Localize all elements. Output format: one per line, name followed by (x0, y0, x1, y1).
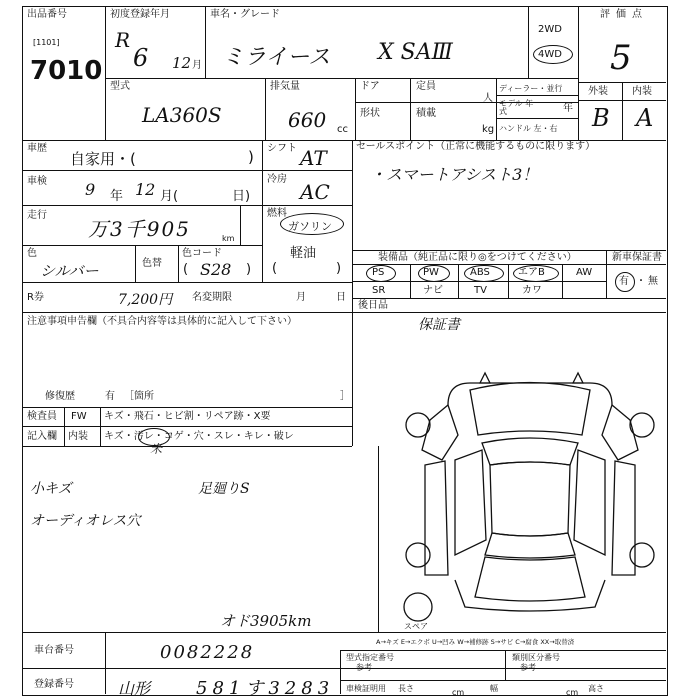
name-change-month: 月 (296, 292, 306, 303)
repair-place: ［箇所 (124, 391, 154, 402)
grid-line (340, 680, 666, 681)
reg-label: 登録番号 (34, 679, 74, 690)
designation-reference: 参考 (356, 663, 372, 672)
grid-line (606, 250, 607, 298)
color-code-paren-open: ( (183, 262, 189, 277)
roof (490, 462, 570, 536)
grid-line (22, 205, 352, 206)
height-label: 高さ (588, 684, 604, 693)
equip-leather: カワ (522, 285, 542, 296)
side-left (425, 461, 448, 575)
equipment-label: 装備品（純正品に限り◎をつけてください） (378, 252, 577, 263)
color-code-label: 色コード (182, 248, 222, 259)
first-reg-label: 初度登録年月 (110, 9, 170, 20)
grid-line (105, 632, 106, 694)
grid-line (528, 6, 529, 78)
name-change-label: 名変期限 (192, 292, 232, 303)
mileage-label: 走行 (27, 210, 47, 221)
displacement-value: 660 (288, 108, 327, 132)
lot-label: 出品番号 (27, 9, 67, 20)
door-right (574, 450, 605, 555)
grid-line (340, 650, 341, 694)
door-left (455, 450, 486, 555)
length-unit: cm (452, 688, 465, 697)
fuel-gas: ガソリン (288, 220, 332, 233)
spare-wheel (404, 593, 432, 621)
color-change-label: 色替 (142, 258, 162, 269)
inspection-year-unit: 年 (110, 189, 124, 204)
car-diagram (400, 365, 670, 630)
hood (470, 383, 590, 436)
kg-unit: kg (482, 124, 495, 135)
checker-interior-items: キズ・汚レ・コゲ・穴・スレ・キレ・破レ (104, 431, 294, 442)
equip-airbag: エアB (518, 267, 545, 278)
name-change-day: 日 (336, 292, 346, 303)
inspection-label: 車検 (27, 176, 47, 187)
model-year-label: モデル 年式 (499, 99, 534, 116)
load-label: 積載 (416, 108, 436, 119)
width-label: 幅 (490, 684, 498, 693)
grid-line (352, 140, 353, 312)
history-label: 車歴 (27, 143, 47, 154)
grid-line (265, 78, 266, 140)
chassis-label: 車台番号 (34, 645, 74, 656)
cooler-value: AC (300, 180, 330, 204)
mileage-value: 万3千905 (88, 217, 191, 241)
windshield (482, 438, 578, 465)
rear-hatch (475, 557, 585, 601)
checker-label-2: 記入欄 (27, 431, 57, 442)
fw-label: FW (71, 411, 87, 422)
score-value: 5 (610, 38, 632, 78)
shift-value: AT (300, 146, 327, 170)
grid-line (355, 102, 578, 103)
equip-navi: ナビ (423, 285, 443, 296)
length-label: 長さ (398, 684, 414, 693)
grid-line (105, 6, 106, 140)
inspection-day-unit: 日) (232, 189, 251, 204)
width-unit: cm (566, 688, 579, 697)
grid-line (496, 95, 578, 96)
grid-line (22, 245, 262, 246)
warranty-yes: 有 (619, 276, 629, 287)
cert-label: 車検証明用 (346, 684, 386, 693)
checker-interior-label: 内装 (68, 431, 88, 442)
grid-line (178, 245, 179, 282)
warranty-label: 新車保証書 (612, 252, 662, 263)
equip-ps: PS (372, 267, 385, 278)
grid-line (410, 264, 411, 298)
drive-4wd: 4WD (538, 49, 562, 60)
mileage-unit: km (222, 234, 235, 243)
color-code-paren-close: ) (246, 262, 252, 277)
grid-line (22, 170, 352, 171)
handle-label: ハンドル 左・右 (499, 124, 558, 133)
interior-grade: A (636, 104, 654, 132)
sales-label: セールスポイント（正常に機能するものに限ります） (356, 141, 596, 152)
equip-pw: PW (423, 267, 439, 278)
shape-label: 形状 (360, 108, 380, 119)
grid-line (22, 632, 666, 633)
first-reg-month: 12 (172, 54, 192, 72)
grid-line (458, 264, 459, 298)
later-label: 後日品 (358, 300, 388, 311)
reg-region: 山形 (118, 679, 151, 698)
classification-label: 類別区分番号 (512, 653, 560, 662)
odometer-note: オド3905km (220, 612, 312, 630)
grid-line (496, 118, 578, 119)
equip-sr: SR (372, 285, 386, 296)
rear-window (485, 533, 575, 558)
stain-mark: 米 (150, 442, 163, 456)
later-value: 保証書 (418, 317, 460, 333)
repair-value: 有 (105, 391, 115, 402)
fuel-paren-close: ) (336, 261, 342, 276)
displacement-label: 排気量 (270, 81, 300, 92)
drive-2wd: 2WD (538, 24, 562, 35)
grid-line (410, 78, 411, 140)
grid-line (352, 250, 666, 251)
capacity-label: 定員 (416, 81, 436, 92)
side-right (612, 461, 635, 575)
first-reg-era: R (115, 28, 131, 52)
inspection-month: 12 (135, 180, 156, 199)
inspection-year: 9 (85, 180, 96, 199)
inspection-month-unit: 月( (160, 189, 179, 204)
grid-line (100, 407, 101, 446)
remark-audio: オーディオレス穴 (30, 513, 141, 529)
grid-line (262, 140, 263, 282)
grid-line (22, 312, 666, 313)
designation-label: 型式指定番号 (346, 653, 394, 662)
chassis-value: 0082228 (160, 642, 255, 663)
dealer-label: ディーラー・並行 (499, 84, 563, 93)
mirror-right (573, 373, 583, 383)
grid-line (505, 650, 506, 680)
warranty-no: 無 (648, 276, 658, 287)
exterior-grade: B (592, 104, 610, 132)
color-value: シルバー (40, 262, 99, 280)
grid-line (578, 6, 579, 140)
person-unit: 人 (483, 93, 493, 104)
recycle-label: R券 (27, 292, 44, 303)
grid-line (240, 205, 241, 245)
grid-line (508, 264, 509, 298)
reg-number: 581す3283 (196, 678, 335, 699)
repair-label: 修復歴 (45, 391, 75, 402)
color-label: 色 (27, 248, 37, 259)
model-label: 車名・グレード (210, 9, 280, 20)
wheel-front-right (630, 413, 654, 437)
model-name: ミライース (222, 45, 331, 70)
diagram-legend: A→キズ E→エクボ U→凹み W→補修跡 S→サビ C→腐食 XX→取替済 (376, 638, 575, 646)
notes-label: 注意事項申告欄（不具合内容等は具体的に記入して下さい） (27, 316, 297, 327)
equip-tv: TV (474, 285, 487, 296)
equip-aw: AW (576, 267, 593, 278)
grid-line (352, 312, 353, 407)
grid-line (205, 6, 206, 78)
color-code-value: S28 (200, 260, 232, 279)
interior-label: 内装 (632, 86, 652, 97)
checker-label-1: 検査員 (27, 411, 57, 422)
grid-line (562, 264, 563, 298)
fuel-label: 燃料 (267, 208, 287, 219)
mirror-left (480, 373, 490, 383)
door-label: ドア (360, 81, 380, 92)
history-value: 自家用・( (70, 150, 136, 168)
grid-line (22, 668, 666, 669)
wheel-rear-left (406, 543, 430, 567)
grid-line (355, 78, 356, 140)
wheel-rear-right (630, 543, 654, 567)
model-year-unit: 年 (563, 103, 573, 114)
lot-code: [1101] (33, 38, 60, 47)
cc-unit: cc (337, 124, 348, 135)
remark-scratch: 小キズ (30, 481, 72, 497)
grid-line (22, 282, 352, 283)
grid-line (22, 407, 352, 408)
grid-line (378, 446, 379, 632)
lot-number: 7010 (30, 56, 103, 86)
grid-line (340, 650, 666, 651)
model-grade: X SAⅢ (378, 40, 453, 65)
classification-reference: 参考 (520, 663, 536, 672)
remark-suspension: 足廻りS (198, 481, 250, 497)
history-close-paren: ) (248, 148, 254, 166)
equip-abs: ABS (470, 267, 490, 278)
spare-label: スペア (404, 622, 428, 631)
type-value: LA360S (142, 103, 222, 127)
warranty-sep: ・ (636, 276, 646, 287)
first-reg-month-unit: 月 (192, 60, 202, 71)
fuel-diesel: 軽油 (290, 246, 317, 261)
grid-line (622, 82, 623, 140)
recycle-value: 7,200円 (118, 292, 173, 308)
grid-line (352, 264, 666, 265)
score-label: 評価点 (600, 9, 648, 20)
wheel-front-left (406, 413, 430, 437)
grid-line (135, 245, 136, 282)
fuel-paren-open: ( (272, 261, 278, 276)
type-label: 型式 (110, 81, 130, 92)
sales-value: ・スマートアシスト3！ (370, 165, 539, 184)
grid-line (352, 407, 353, 446)
grid-line (352, 298, 666, 299)
repair-close: ］ (340, 391, 350, 402)
first-reg-year: 6 (133, 44, 149, 72)
grid-line (22, 446, 352, 447)
exterior-label: 外装 (588, 86, 608, 97)
grid-line (105, 78, 578, 79)
grid-line (64, 407, 65, 446)
fw-items: キズ・飛石・ヒビ割・リペア跡・X要 (104, 411, 271, 422)
shift-label: シフト (267, 143, 297, 154)
cooler-label: 冷房 (267, 174, 287, 185)
grid-line (22, 426, 352, 427)
grid-line (496, 78, 497, 140)
